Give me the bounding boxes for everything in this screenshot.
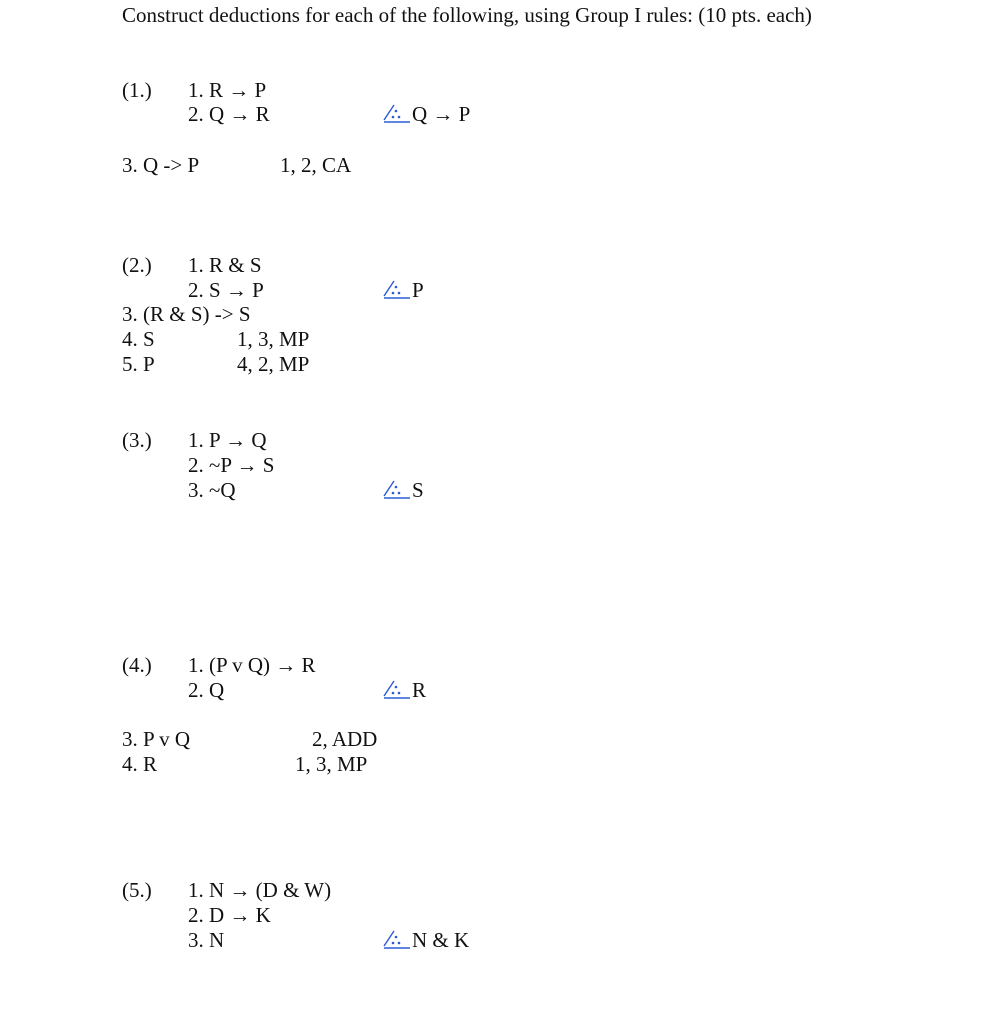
- therefore-symbol-icon: [382, 278, 412, 302]
- problem-2-step-5-justification: 4, 2, MP: [237, 352, 310, 376]
- problem-2-step-3: 3. (R & S) -> S: [122, 302, 251, 326]
- problem-4-step-3-justification: 2, ADD: [312, 727, 378, 751]
- problem-4-conclusion: [382, 678, 426, 702]
- conclusion-text: S: [412, 478, 424, 502]
- problem-2-label: (2.): [122, 253, 152, 277]
- problem-2-step-5: 5. P: [122, 352, 155, 376]
- problem-3-conclusion: [382, 478, 424, 502]
- problem-4-step-4: 4. R: [122, 752, 158, 776]
- problem-4-premise-2: 2. Q: [188, 678, 225, 702]
- problem-2-premise-1: 1. R & S: [188, 253, 262, 277]
- problem-3-premise-1: 1. P → Q: [188, 428, 267, 452]
- conclusion-text: P: [412, 278, 424, 302]
- problem-2-premise-2: 2. S → P: [188, 278, 264, 302]
- problem-1-conclusion: [382, 102, 470, 126]
- problem-4-step-3: 3. P v Q: [122, 727, 191, 751]
- conclusion-text: Q → P: [412, 102, 471, 126]
- problem-4-step-4-justification: 1, 3, MP: [295, 752, 368, 776]
- problem-1-step-3: 3. Q -> P: [122, 153, 200, 177]
- problem-1-label: (1.): [122, 78, 152, 102]
- page-title: Construct deductions for each of the following, using Group I rules: (10 pts. each): [122, 3, 812, 27]
- problem-2-step-4: 4. S: [122, 327, 155, 351]
- problem-1-premise-1: 1. R → P: [188, 78, 267, 102]
- problem-1-premise-2: 2. Q → R: [188, 102, 270, 126]
- problem-3-premise-2: 2. ~P → S: [188, 453, 275, 477]
- problem-3-premise-3: 3. ~Q: [188, 478, 236, 502]
- problem-4-label: (4.): [122, 653, 152, 677]
- problem-2-step-4-justification: 1, 3, MP: [237, 327, 310, 351]
- conclusion-text: N & K: [412, 928, 470, 952]
- problem-2-conclusion: [382, 278, 424, 302]
- problem-5-conclusion: [382, 928, 469, 952]
- problem-5-premise-1: 1. N → (D & W): [188, 878, 332, 902]
- therefore-symbol-icon: [382, 102, 412, 126]
- problem-5-label: (5.): [122, 878, 152, 902]
- problem-1-step-3-justification: 1, 2, CA: [280, 153, 352, 177]
- problem-5-premise-2: 2. D → K: [188, 903, 271, 927]
- problem-3-label: (3.): [122, 428, 152, 452]
- therefore-symbol-icon: [382, 928, 412, 952]
- conclusion-text: R: [412, 678, 427, 702]
- problem-5-premise-3: 3. N: [188, 928, 225, 952]
- problem-4-premise-1: 1. (P v Q) → R: [188, 653, 316, 677]
- therefore-symbol-icon: [382, 478, 412, 502]
- therefore-symbol-icon: [382, 678, 412, 702]
